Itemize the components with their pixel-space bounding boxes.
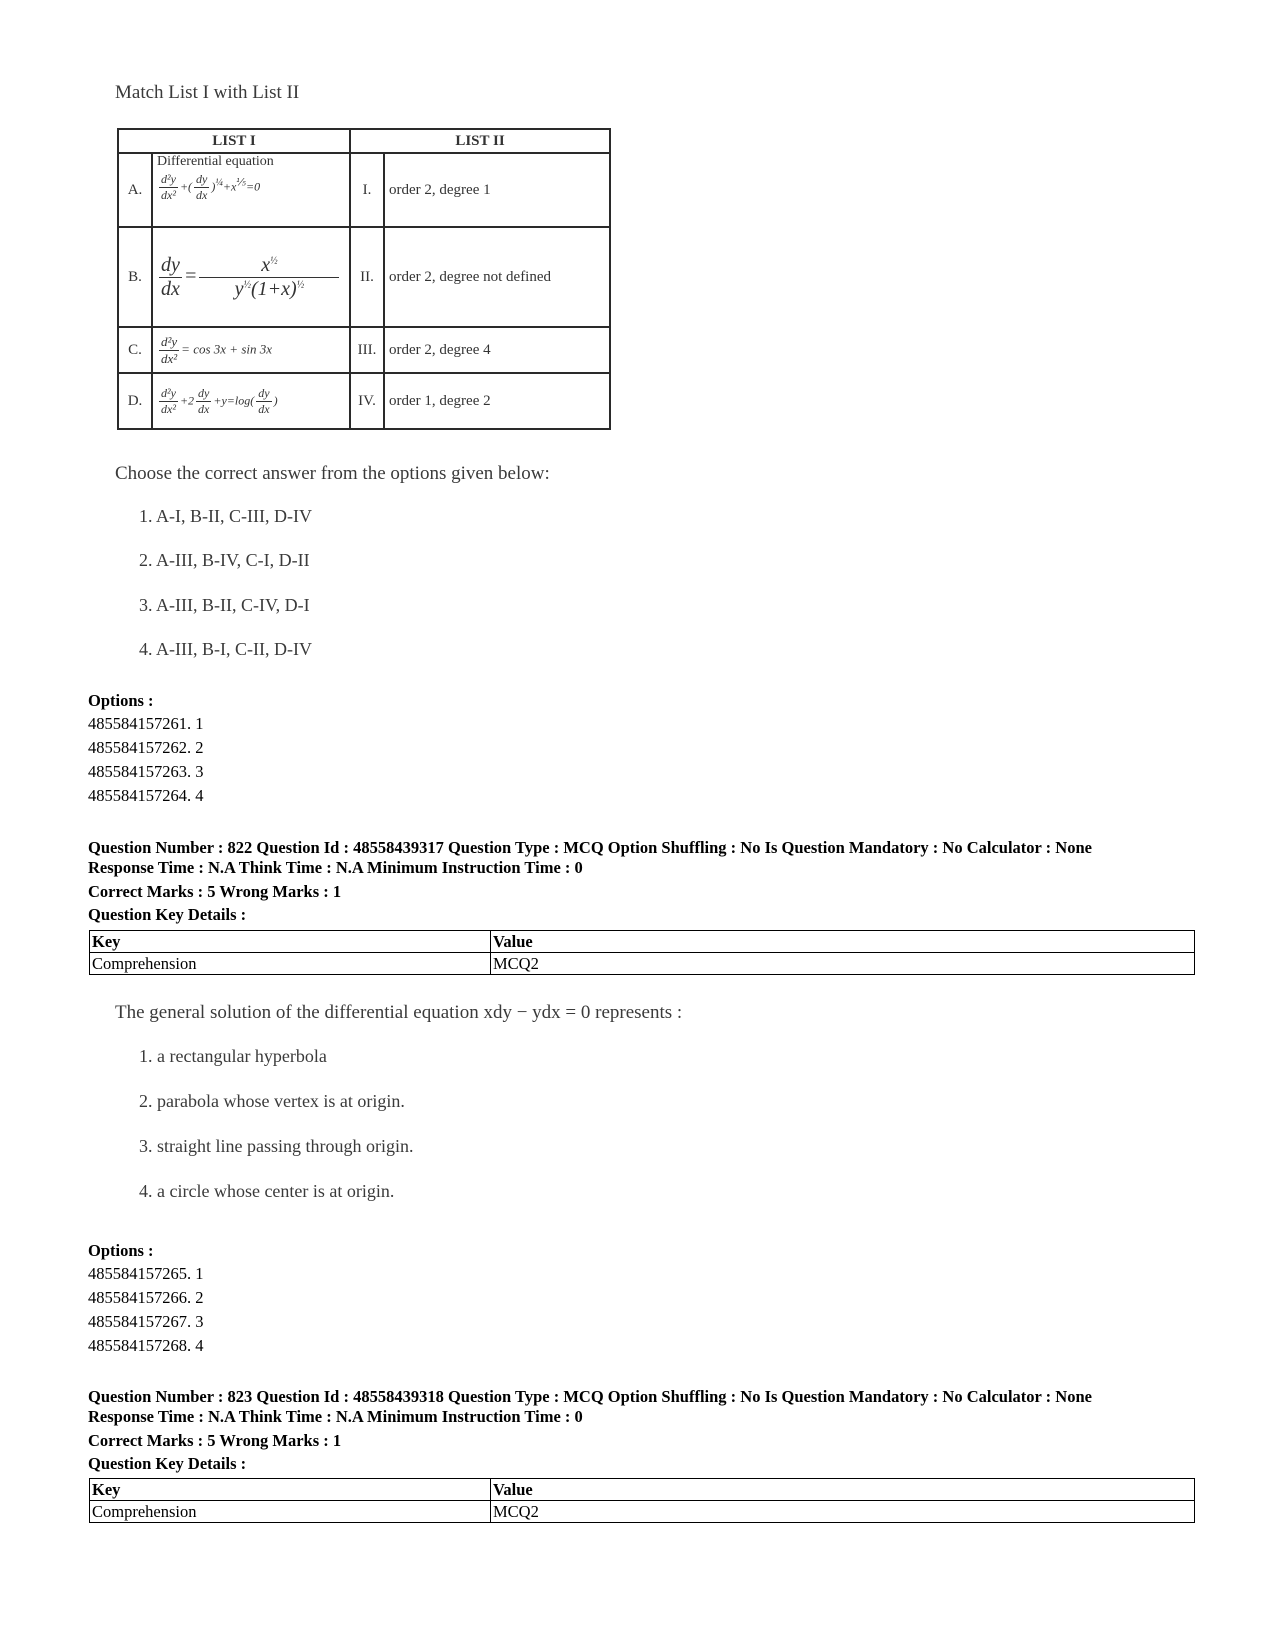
list1-subheading: Differential equation bbox=[157, 154, 274, 169]
choice-4: 4. a circle whose center is at origin. bbox=[139, 1181, 395, 1201]
equation-b bbox=[152, 227, 350, 327]
key-cell: Comprehension bbox=[90, 1501, 491, 1523]
match-table-header bbox=[118, 129, 610, 153]
table-row bbox=[118, 153, 610, 227]
option-item: 485584157262. 2 bbox=[88, 738, 204, 757]
key-details-label: Question Key Details : bbox=[88, 1454, 247, 1473]
question-marks: Correct Marks : 5 Wrong Marks : 1 bbox=[88, 1431, 342, 1450]
list2-item: order 2, degree not defined bbox=[384, 227, 610, 327]
list2-header: LIST II bbox=[350, 129, 610, 153]
key-header: Key bbox=[90, 1479, 491, 1501]
list2-item: order 1, degree 2 bbox=[384, 373, 610, 429]
table-row bbox=[90, 953, 1195, 975]
equation-c bbox=[152, 327, 350, 373]
option-item: 485584157265. 1 bbox=[88, 1264, 204, 1283]
row-numeral: IV. bbox=[350, 373, 384, 429]
equation-a bbox=[152, 153, 350, 227]
equation-a-math: $\frac{\text{d²y}}{\text{dx²}}$ +( $\frac{dy}{dx}$ )$^{\frac{1}{4}}+x^{\frac{1}{5}}=0$ bbox=[161, 172, 261, 202]
key-cell: Comprehension bbox=[90, 953, 491, 975]
table-row bbox=[118, 327, 610, 373]
option-item: 485584157266. 2 bbox=[88, 1288, 204, 1307]
match-instruction: Match List I with List II bbox=[115, 82, 300, 103]
option-item: 485584157267. 3 bbox=[88, 1312, 204, 1331]
key-details-label: Question Key Details : bbox=[88, 905, 247, 924]
value-cell: MCQ2 bbox=[491, 1501, 1195, 1523]
equation-c-math: $\frac{\text{d²y}}{\text{dx²}}$ = cos 3x + sin 3x bbox=[161, 333, 273, 366]
row-letter: D. bbox=[118, 373, 152, 429]
choice-1: 1. A-I, B-II, C-III, D-IV bbox=[139, 506, 312, 526]
equation-d bbox=[152, 373, 350, 429]
table-row bbox=[90, 1479, 1195, 1501]
option-item: 485584157261. 1 bbox=[88, 714, 204, 733]
question-timing: Response Time : N.A Think Time : N.A Minimum Instruction Time : 0 bbox=[88, 1407, 583, 1426]
equation-b-math: $\frac{dy}{dx}$ = $\frac{x^{\frac{1}{2}}}{y^{\frac{1}{2}}(1+x)^{\frac{1}{2}}}$ bbox=[157, 254, 345, 301]
table-row bbox=[90, 1501, 1195, 1523]
option-item: 485584157264. 4 bbox=[88, 786, 204, 805]
option-item: 485584157268. 4 bbox=[88, 1336, 204, 1355]
choice-1: 1. a rectangular hyperbola bbox=[139, 1046, 327, 1066]
option-item: 485584157263. 3 bbox=[88, 762, 204, 781]
options-label: Options : bbox=[88, 691, 154, 710]
row-numeral: III. bbox=[350, 327, 384, 373]
value-header: Value bbox=[491, 931, 1195, 953]
key-header: Key bbox=[90, 931, 491, 953]
value-header: Value bbox=[491, 1479, 1195, 1501]
key-table bbox=[89, 1478, 1195, 1523]
row-numeral: II. bbox=[350, 227, 384, 327]
list1-header: LIST I bbox=[118, 129, 350, 153]
row-letter: C. bbox=[118, 327, 152, 373]
row-letter: B. bbox=[118, 227, 152, 327]
row-letter: A. bbox=[118, 153, 152, 227]
table-row bbox=[90, 931, 1195, 953]
list2-item: order 2, degree 1 bbox=[384, 153, 610, 227]
question-marks: Correct Marks : 5 Wrong Marks : 1 bbox=[88, 882, 342, 901]
choice-3: 3. A-III, B-II, C-IV, D-I bbox=[139, 595, 310, 615]
choice-3: 3. straight line passing through origin. bbox=[139, 1136, 414, 1156]
list2-item: order 2, degree 4 bbox=[384, 327, 610, 373]
value-cell: MCQ2 bbox=[491, 953, 1195, 975]
table-row bbox=[118, 227, 610, 327]
choice-4: 4. A-III, B-I, C-II, D-IV bbox=[139, 639, 312, 659]
options-label: Options : bbox=[88, 1241, 154, 1260]
equation-d-math: $\frac{\text{d²y}}{\text{dx²}}$ +2 $\frac{dy}{dx}$ +y=log( $\frac{dy}{dx}$ ) bbox=[161, 385, 278, 416]
key-table bbox=[89, 930, 1195, 975]
choice-2: 2. parabola whose vertex is at origin. bbox=[139, 1091, 405, 1111]
choose-prompt: Choose the correct answer from the options given below: bbox=[115, 463, 550, 484]
table-row bbox=[118, 373, 610, 429]
question-meta: Question Number : 822 Question Id : 48558439317 Question Type : MCQ Option Shuffling : No Is Question Mandatory : No Calculator : None bbox=[88, 838, 1092, 857]
question-meta: Question Number : 823 Question Id : 48558439318 Question Type : MCQ Option Shuffling : No Is Question Mandatory : No Calculator : None bbox=[88, 1387, 1092, 1406]
choice-2: 2. A-III, B-IV, C-I, D-II bbox=[139, 550, 310, 570]
match-table bbox=[117, 128, 611, 430]
row-numeral: I. bbox=[350, 153, 384, 227]
question-text: The general solution of the differential equation xdy − ydx = 0 represents : bbox=[115, 1002, 683, 1023]
question-timing: Response Time : N.A Think Time : N.A Minimum Instruction Time : 0 bbox=[88, 858, 583, 877]
